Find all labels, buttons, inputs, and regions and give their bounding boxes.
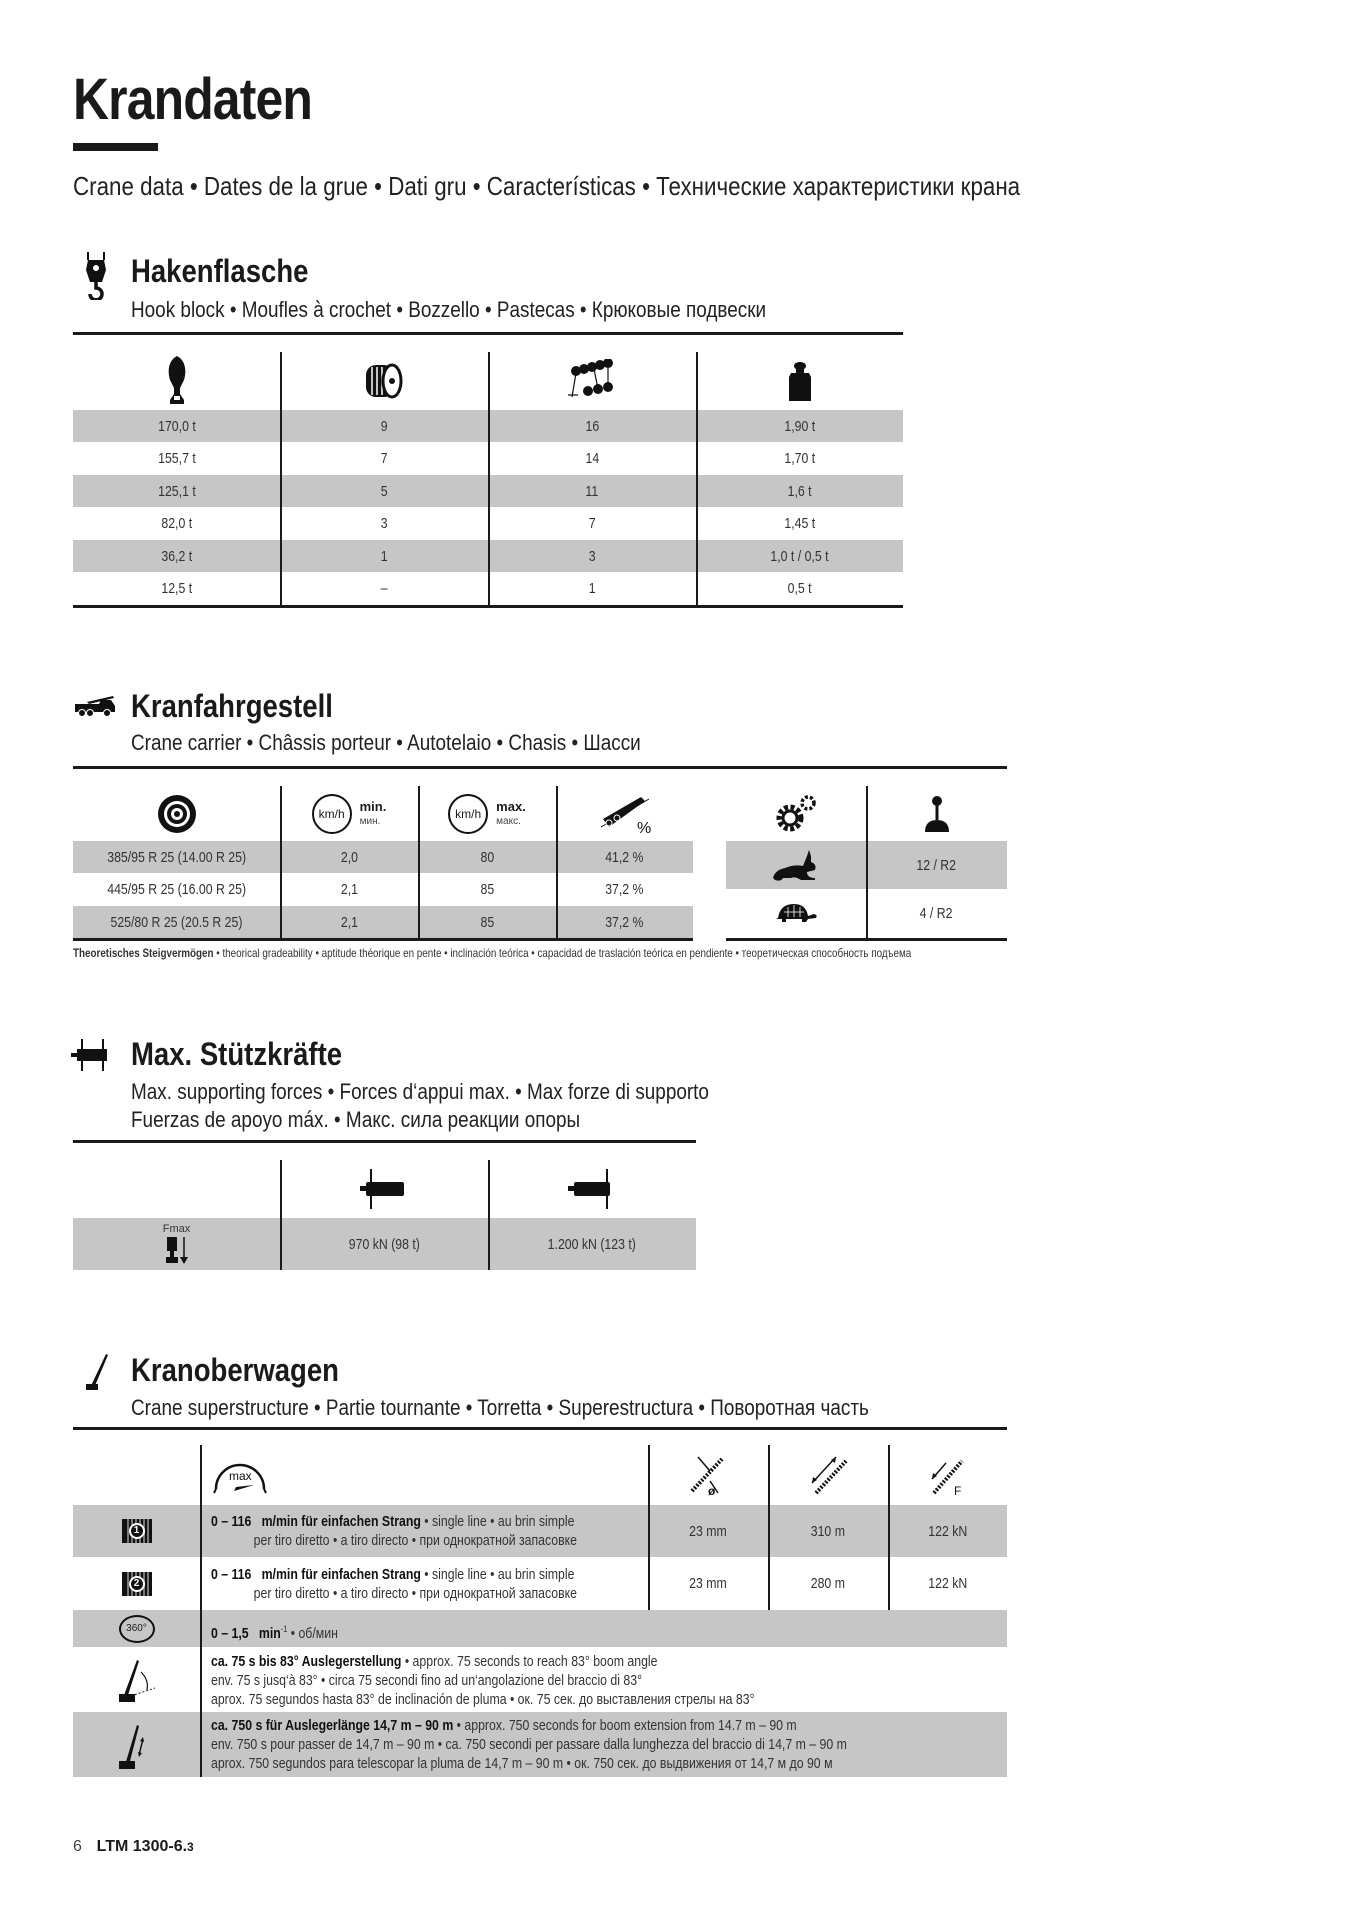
table-cell: 0,5 t — [787, 580, 812, 597]
grade-cell: 37,2 % — [605, 881, 644, 898]
tire-icon — [157, 794, 197, 834]
hook-block-subtitle: Hook block • Moufles à crochet • Bozzello • Pastecas • Крюковые подвески — [131, 297, 767, 322]
slewing-speed-text: 0 – 1,5 $\min^{-1}$ • об/мин — [211, 1624, 338, 1642]
table-cell: – — [380, 580, 388, 597]
table-cell: 36,2 t — [161, 547, 192, 565]
fmax-cell — [73, 1218, 280, 1270]
winch-drum-icon: 1 — [122, 1519, 152, 1543]
table-cell: 170,0 t — [157, 417, 196, 435]
column-divider — [418, 786, 420, 941]
column-divider — [200, 1445, 202, 1777]
weight-header — [696, 352, 903, 410]
rope-length-header — [768, 1445, 888, 1505]
gradeability-header — [556, 786, 693, 841]
winch-speed-text: 0 – 116 m/min für einfachen Strang • single line • au brin simple per tiro diretto • a tiro directo • при однократной запасовке — [211, 1565, 578, 1602]
table-cell: 1,70 t — [784, 450, 815, 467]
support-force-icon — [162, 1235, 192, 1265]
page-title: Krandaten — [73, 67, 312, 132]
load-capacity-header — [73, 352, 280, 410]
table-cell: 1,90 t — [784, 417, 815, 435]
min-speed-header — [280, 786, 418, 841]
grade-cell: 41,2 % — [605, 848, 644, 866]
grade-cell: 37,2 % — [605, 913, 644, 931]
table-bottom-rule — [73, 938, 693, 941]
reeving-header — [488, 352, 696, 410]
table-bottom-rule — [73, 605, 903, 608]
min-cell: 2,1 — [340, 881, 358, 898]
fmax-label: Fmax — [162, 1223, 191, 1235]
column-divider — [280, 1160, 282, 1270]
tire-header — [73, 786, 280, 841]
title-rule — [73, 143, 158, 151]
slewing-360-icon: 360° — [119, 1615, 155, 1643]
column-divider — [866, 786, 868, 941]
section-rule — [73, 766, 1007, 769]
gears-header — [726, 786, 866, 841]
boom-telescoping-icon — [117, 1719, 157, 1771]
gradeability-icon — [597, 793, 653, 835]
outrigger-extended-header — [280, 1160, 488, 1218]
joystick-header — [866, 786, 1007, 841]
table-cell: 12,5 t — [161, 580, 192, 597]
min-label-ru: мин. — [359, 815, 381, 827]
hook-block-title: Hakenflasche — [131, 253, 309, 289]
table-bottom-rule — [726, 938, 1007, 941]
table-cell: 1,0 t / 0,5 t — [770, 547, 829, 565]
slewing-icon-cell — [73, 1610, 200, 1647]
winch-icon-cell — [73, 1558, 200, 1610]
rope-diameter-icon — [688, 1453, 728, 1497]
slow-cell — [726, 889, 866, 937]
column-divider — [280, 786, 282, 941]
column-divider — [768, 1445, 770, 1610]
supports-subtitle-line2: Fuerzas de apoyo máx. • Макс. сила реакции опоры — [131, 1107, 581, 1132]
max-speed-header — [418, 786, 556, 841]
winch-length-cell: 310 m — [810, 1522, 846, 1540]
carrier-subtitle: Crane carrier • Châssis porteur • Autotelaio • Chasis • Шасси — [131, 730, 641, 755]
sheaves-header — [280, 352, 488, 410]
boom-luffing-icon — [117, 1656, 157, 1704]
column-divider — [280, 352, 282, 607]
min-label: min. — [359, 798, 387, 814]
max-cell: 85 — [480, 913, 494, 931]
table-cell: 3 — [380, 515, 388, 532]
table-cell: 1,45 t — [784, 515, 815, 532]
column-divider — [488, 1160, 490, 1270]
crane-boom-icon — [84, 1352, 112, 1392]
diameter-symbol: ø — [708, 1484, 716, 1497]
tire-cell: 445/95 R 25 (16.00 R 25) — [107, 881, 246, 898]
table-cell: 125,1 t — [157, 482, 196, 500]
page-footer — [73, 1836, 194, 1856]
max-cell: 85 — [480, 881, 494, 898]
tire-cell: 385/95 R 25 (14.00 R 25) — [107, 848, 246, 866]
max-label-ru: макс. — [496, 815, 521, 827]
load-capacity-icon — [166, 356, 188, 406]
model-name: LTM 1300-6.3 — [96, 1838, 194, 1855]
section-rule — [73, 1427, 1007, 1430]
slow-gears-value: 4 / R2 — [920, 904, 953, 922]
column-divider — [888, 1445, 890, 1610]
gradeability-footnote: Theoretisches Steigvermögen • theorical gradeability • aptitude théorique en pente • inclinación teórica • capacidad de traslación teórica en pendiente • теоретическая способность подъема — [73, 946, 912, 960]
winch-drum-icon: 2 — [122, 1572, 152, 1596]
supports-table — [73, 1160, 696, 1272]
column-divider — [648, 1445, 650, 1610]
winch-speed-text: 0 – 116 m/min für einfachen Strang • single line • au brin simple per tiro diretto • a tiro directo • при однократной запасовке — [211, 1513, 578, 1549]
carrier-title: Kranfahrgestell — [131, 688, 333, 724]
gears-icon — [774, 794, 818, 834]
sheaves-icon — [364, 361, 404, 401]
gear-table — [726, 786, 1007, 941]
page-subtitle: Crane data • Dates de la grue • Dati gru • Características • Технические характеристики крана — [73, 171, 1021, 201]
support-force-value: 1.200 kN (123 t) — [547, 1235, 637, 1253]
max-speed-header — [200, 1445, 280, 1505]
truck-icon — [73, 694, 117, 718]
outrigger-retracted-header — [488, 1160, 696, 1218]
luffing-icon-cell — [73, 1647, 200, 1712]
max-label: max. — [496, 798, 526, 814]
outrigger-extended-icon — [358, 1169, 410, 1209]
fast-cell — [726, 841, 866, 889]
rope-force-header — [888, 1445, 1007, 1505]
telescoping-icon-cell — [73, 1712, 200, 1777]
rope-force-icon — [928, 1453, 968, 1497]
min-cell: 2,0 — [340, 848, 358, 866]
winch-force-cell: 122 kN — [928, 1575, 967, 1592]
table-cell: 1,6 t — [787, 482, 812, 500]
turtle-icon — [774, 902, 818, 924]
winch-force-cell: 122 kN — [928, 1522, 967, 1540]
support-force-value: 970 kN (98 t) — [348, 1235, 420, 1253]
max-cell: 80 — [480, 848, 494, 866]
table-cell: 155,7 t — [157, 450, 196, 467]
page-number: 6 — [73, 1838, 82, 1855]
carrier-table — [73, 786, 693, 941]
table-cell: 5 — [380, 482, 388, 500]
table-cell: 3 — [588, 547, 596, 565]
rope-length-icon — [808, 1453, 848, 1497]
supports-subtitle-line1: Max. supporting forces • Forces d‘appui max. • Max forze di supporto — [131, 1079, 709, 1104]
min-cell: 2,1 — [340, 913, 358, 931]
hook-icon — [84, 252, 108, 300]
table-cell: 1 — [380, 547, 388, 565]
joystick-icon — [921, 794, 953, 834]
column-divider — [556, 786, 558, 941]
table-cell: 16 — [585, 417, 599, 435]
superstructure-subtitle: Crane superstructure • Partie tournante • Torretta • Superestructura • Поворотная часть — [131, 1395, 869, 1420]
speedometer-icon: km/h — [448, 794, 488, 834]
luffing-text: ca. 75 s bis 83° Auslegerstellung • approx. 75 seconds to reach 83° boom angle env. 75 s jusq‘à 83° • circa 75 secondi fino ad un‘angolazione del braccio di 83° aprox. 75 segundos hasta 83° de inclinación de pluma • ок. 75 сек. до выставления стрелы на 83° — [211, 1653, 755, 1708]
telescoping-text: ca. 750 s für Auslegerlänge 14,7 m – 90 m • approx. 750 seconds for boom extension from 14.7 m – 90 m env. 750 s pour passer de 14,7 m – 90 m • ca. 750 secondi per passare dalla lunghezza del braccio di 14,7 m – 90 m aprox. 750 segundos para telescopar la pluma de 14,7 m – 90 m • ок. 750 сек. до выдвижения от 14,7 м до 90 м — [211, 1717, 847, 1772]
winch-length-cell: 280 m — [810, 1575, 846, 1592]
winch-icon-cell — [73, 1505, 200, 1557]
table-cell: 14 — [585, 450, 599, 467]
force-symbol: F — [953, 1484, 961, 1497]
column-divider — [488, 352, 490, 607]
table-cell: 7 — [588, 515, 596, 532]
speedometer-icon: km/h — [312, 794, 352, 834]
superstructure-table — [73, 1445, 1007, 1777]
percent-symbol: % — [636, 819, 651, 835]
table-cell: 7 — [380, 450, 388, 467]
table-cell: 1 — [588, 580, 596, 597]
outrigger-retracted-icon — [566, 1169, 618, 1209]
table-cell: 82,0 t — [161, 515, 192, 532]
hook-block-table — [73, 352, 903, 607]
max-label: max — [229, 1469, 252, 1483]
supports-title: Max. Stützkräfte — [131, 1036, 343, 1072]
max-speed-gauge-icon — [210, 1455, 270, 1495]
rope-diameter-header — [648, 1445, 768, 1505]
winch-dia-cell: 23 mm — [689, 1522, 727, 1540]
superstructure-title: Kranoberwagen — [131, 1352, 339, 1388]
outrigger-icon — [71, 1039, 111, 1071]
table-cell: 9 — [380, 417, 388, 435]
fast-gears-value: 12 / R2 — [916, 856, 957, 874]
weight-icon — [787, 361, 813, 401]
reeving-icon — [568, 359, 616, 403]
table-cell: 11 — [585, 482, 599, 500]
tire-cell: 525/80 R 25 (20.5 R 25) — [110, 913, 243, 931]
rabbit-icon — [771, 848, 821, 882]
column-divider — [696, 352, 698, 607]
section-rule — [73, 332, 903, 335]
section-rule — [73, 1140, 696, 1143]
winch-dia-cell: 23 mm — [689, 1575, 727, 1592]
